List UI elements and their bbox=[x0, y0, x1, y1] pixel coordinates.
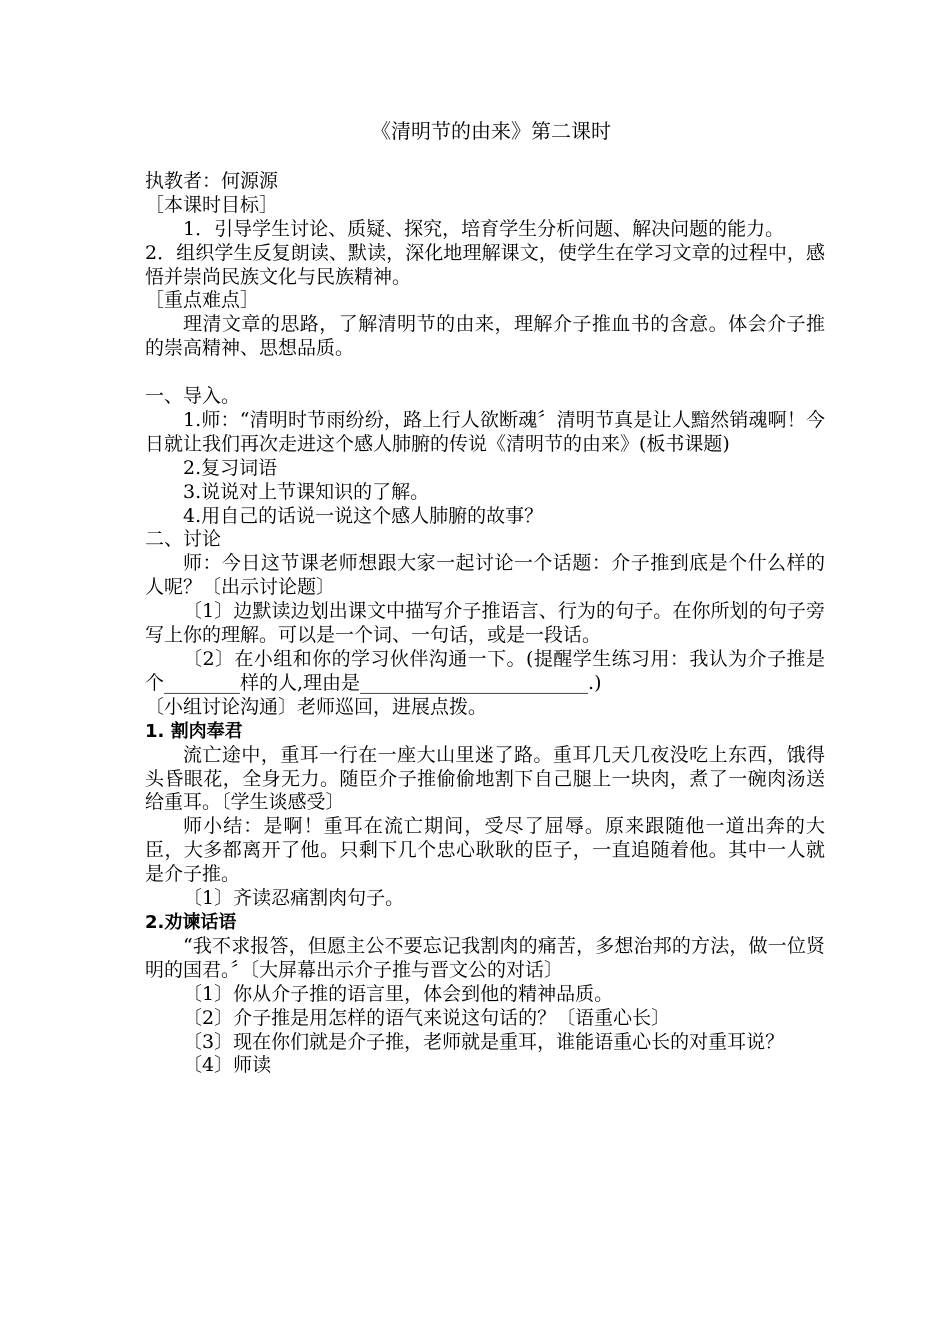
section-2-question-2: 〔2〕在小组和你的学习伙伴沟通一下。(提醒学生练习用：我认为介子推是个________样的人,理由是________________________.) bbox=[145, 648, 825, 694]
goal-1: 1．引导学生讨论、质疑、探究，培育学生分析问题、解决问题的能力。 bbox=[183, 217, 785, 240]
part-1-text: 流亡途中，重耳一行在一座大山里迷了路。重耳几天几夜没吃上东西，饿得头昏眼花，全身无力。随臣介子推偷偷地割下自己腿上一块肉，煮了一碗肉汤送给重耳。〔学生谈感受〕 bbox=[145, 743, 825, 814]
section-2-question-1: 〔1〕边默读边划出课文中描写介子推语言、行为的句子。在你所划的句子旁写上你的理解。可以是一个词、一句话，或是一段话。 bbox=[145, 600, 825, 647]
part-2-item-3: 〔3〕现在你们就是介子推，老师就是重耳，谁能语重心长的对重耳说？ bbox=[183, 1030, 785, 1053]
key-text: 理清文章的思路，了解清明节的由来，理解介子推血书的含意。体会介子推的崇高精神、思想品质。 bbox=[145, 313, 825, 360]
document-page bbox=[145, 120, 825, 1078]
section-2-intro: 师：今日这节课老师想跟大家一起讨论一个话题：介子推到底是个什么样的人呢？〔出示讨论题〕 bbox=[145, 552, 825, 599]
key-heading: ［重点难点］ bbox=[145, 289, 260, 312]
goal-2: 2．组织学生反复朗读、默读，深化地理解课文，使学生在学习文章的过程中，感悟并崇尚民族文化与民族精神。 bbox=[145, 241, 825, 288]
part-2-text: “我不求报答，但愿主公不要忘记我割肉的痛苦，多想治邦的方法，做一位贤明的国君。〞〔大屏幕出示介子推与晋文公的对话〕 bbox=[145, 934, 825, 981]
part-1-summary: 师小结：是啊！重耳在流亡期间，受尽了屈辱。原来跟随他一道出奔的大臣，大多都离开了他。只剩下几个忠心耿耿的臣子，一直追随着他。其中一人就是介子推。 bbox=[145, 815, 825, 886]
goals-heading: ［本课时目标］ bbox=[145, 193, 279, 216]
section-1-heading: 一、导入。 bbox=[145, 385, 241, 408]
section-2-heading: 二、讨论 bbox=[145, 528, 222, 551]
part-2-heading: 2.劝谏话语 bbox=[145, 911, 237, 933]
part-1-item-1: 〔1〕齐读忍痛割肉句子。 bbox=[183, 887, 405, 910]
section-1-item-3: 3.说说对上节课知识的了解。 bbox=[183, 480, 430, 503]
part-1-heading: 1. 割肉奉君 bbox=[145, 720, 243, 742]
part-2-item-4: 〔4〕师读 bbox=[183, 1054, 272, 1077]
section-2-note: 〔小组讨论沟通〕老师巡回，进展点拨。 bbox=[145, 695, 488, 718]
section-1-item-2: 2.复习词语 bbox=[183, 456, 278, 479]
spacer bbox=[145, 361, 825, 385]
part-2-item-2: 〔2〕介子推是用怎样的语气来说这句话的？〔语重心长〕 bbox=[183, 1006, 671, 1029]
page-title: 《清明节的由来》第二课时 bbox=[371, 119, 611, 143]
part-2-item-1: 〔1〕你从介子推的语言里，体会到他的精神品质。 bbox=[183, 982, 614, 1005]
section-1-item-1: 1.师：“清明时节雨纷纷，路上行人欲断魂〞清明节真是让人黯然销魂啊！今日就让我们再次走进这个感人肺腑的传说《清明节的由来》(板书课题) bbox=[145, 408, 825, 455]
teacher-line: 执教者：何源源 bbox=[145, 169, 279, 192]
section-1-item-4: 4.用自己的话说一说这个感人肺腑的故事？ bbox=[183, 504, 544, 527]
